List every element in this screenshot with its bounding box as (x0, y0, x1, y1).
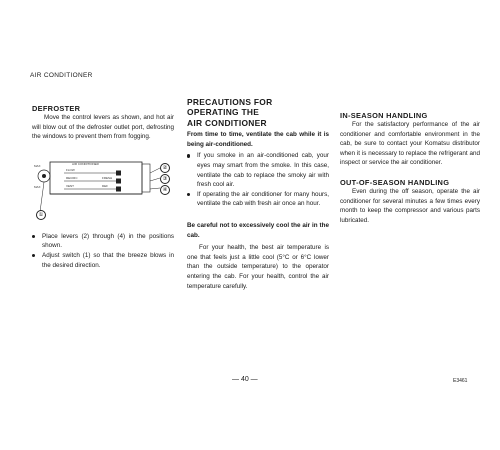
bullet-dot (32, 254, 35, 257)
defroster-intro: Move the control levers as shown, and hot air will blow out of the defroster outlet port, defrosting the windows to prevent them from fogging. (32, 114, 174, 141)
bullet-dot (187, 154, 190, 157)
dial-label-max: MAX (34, 163, 41, 168)
precautions-bullets (187, 151, 329, 209)
precautions-health-text: For your health, the best air temperature is one that feels just a little cool (5°C or 6°C lower than the outside temperature) to the operator entering the cab. For your health, control the air temperature carefully. (187, 244, 329, 290)
list-item: Adjust switch (1) so that the breeze blows in the desired direction. (32, 251, 174, 270)
off-season-text: Even during the off season, operate the air conditioner for several minutes a few times every month to keep the compressor and various parts lubricated. (340, 187, 480, 224)
precautions-bold-intro: From time to time, ventilate the cab while it is being air-conditioned. (187, 131, 329, 148)
bullet-dot (32, 235, 35, 238)
list-item: If operating the air conditioner for many hours, ventilate the cab with fresh air once an hour. (187, 190, 329, 209)
lever-label-vent: VENT (66, 183, 75, 188)
document-code: E3461 (453, 378, 468, 384)
off-season-heading: OUT-OF-SEASON HANDLING (340, 177, 450, 187)
dial-label-max-2: MAX (34, 184, 41, 189)
page-number: — 40 — (232, 376, 258, 383)
panel-label: AIR CONDITIONER (72, 161, 99, 166)
defroster-bullets (32, 232, 174, 270)
list-item: Place levers (2) through (4) in the positions shown. (32, 232, 174, 251)
lever-label-fresh: FRESH (102, 175, 113, 180)
callout-2: ② (160, 163, 170, 173)
defroster-section (32, 104, 174, 270)
control-panel-drawing (32, 154, 174, 226)
callout-4: ④ (160, 185, 170, 195)
callout-3: ③ (160, 174, 170, 184)
list-item: If you smoke in an air-conditioned cab, your eyes may smart from the smoke. In this case, ventilate the cab to replace the smoky air with fresh cool air. (187, 151, 329, 189)
lever-label-def: DEF (102, 183, 108, 188)
lever-label-recirc: RECIRC (66, 175, 78, 180)
precautions-heading: PRECAUTIONS FOR OPERATING THE AIR CONDITIONER (187, 97, 273, 128)
in-season-heading: IN-SEASON HANDLING (340, 111, 428, 120)
defroster-heading: DEFROSTER (32, 104, 81, 113)
season-handling-section (340, 111, 480, 225)
bullet-dot (187, 193, 190, 196)
defroster-lever-figure (32, 154, 174, 226)
lever-label-flow: FLOW (66, 167, 75, 172)
precautions-bold-note: Be careful not to excessively cool the air in the cab. (187, 221, 329, 239)
callout-1: ① (36, 210, 46, 220)
in-season-text: For the satisfactory performance of the air conditioner and comfortable environment in the cab, be sure to contact your Komatsu distributor when it is necessary to replace the refrigerant and inspect or service the air conditioner. (340, 121, 480, 167)
running-head: AIR CONDITIONER (30, 72, 93, 79)
precautions-section (187, 97, 329, 291)
